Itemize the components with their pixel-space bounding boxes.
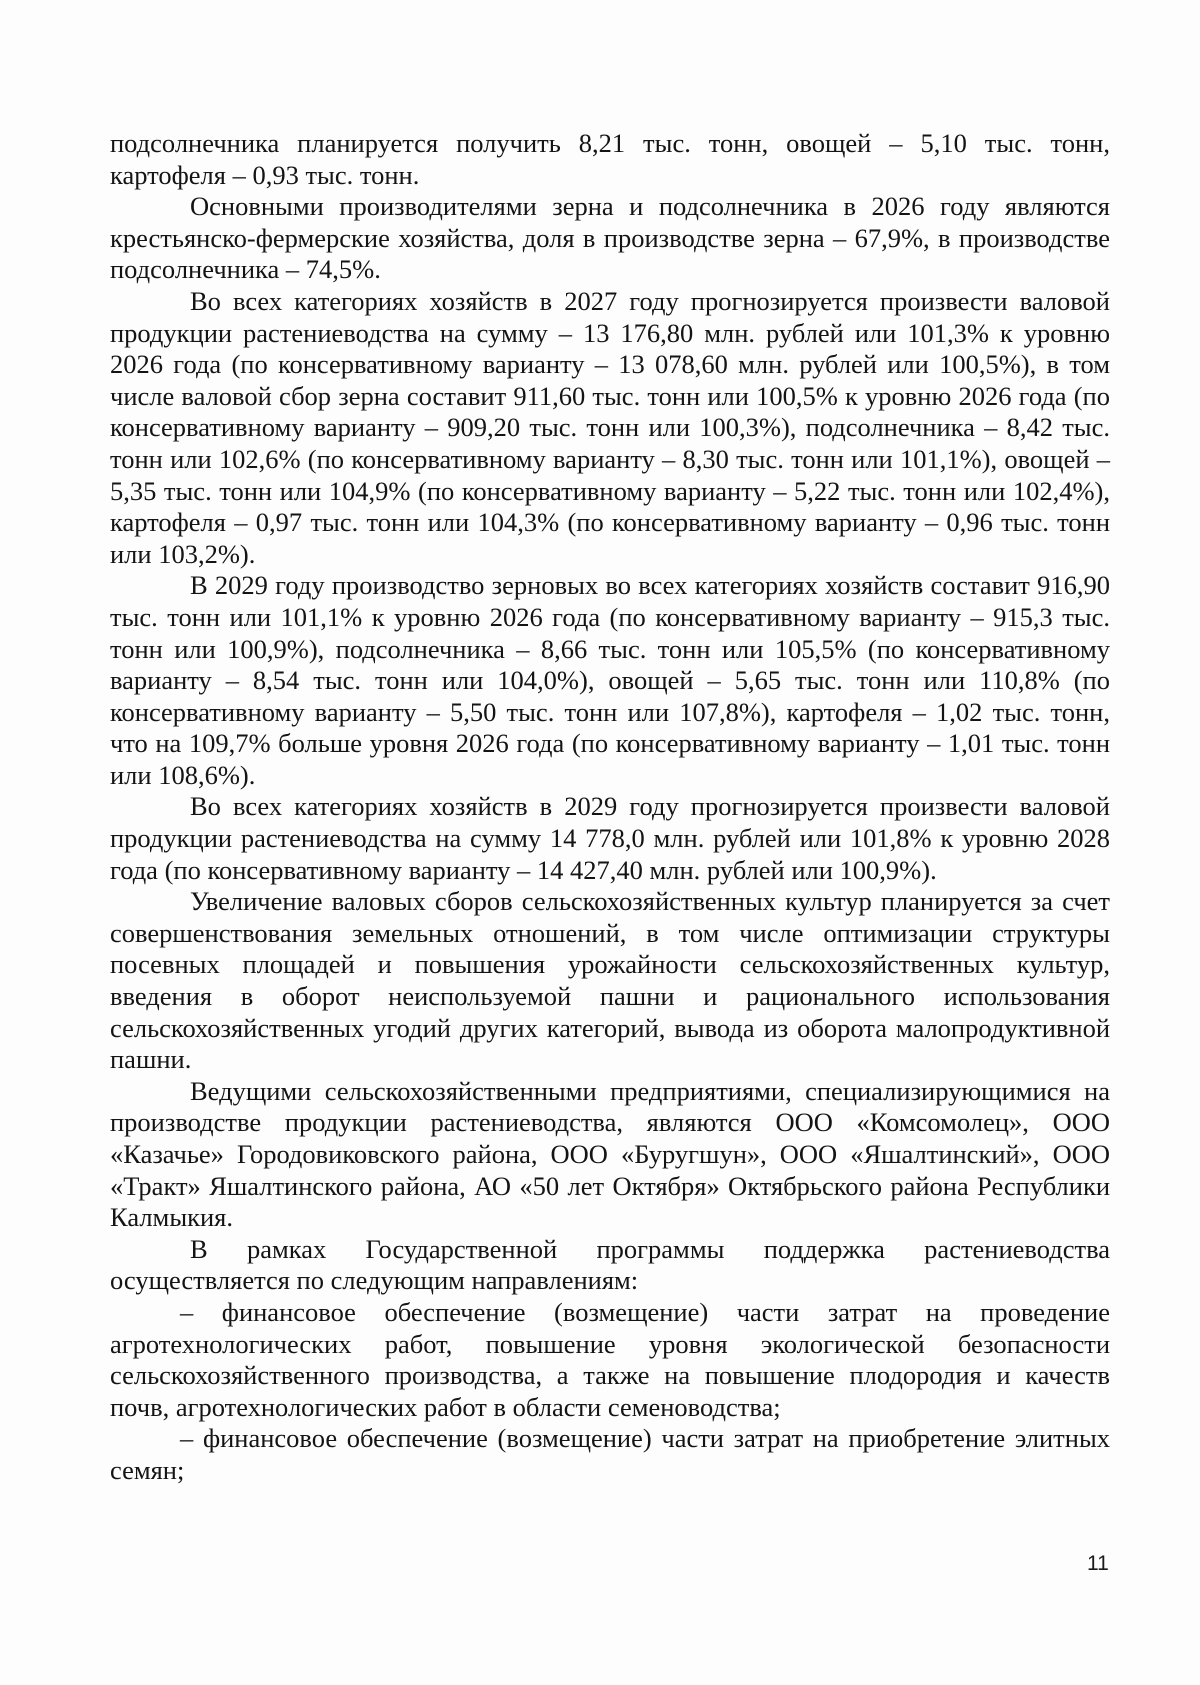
document-body — [110, 128, 1110, 1487]
paragraph-main-producers: Основными производителями зерна и подсолнечника в 2026 году являются крестьянско-фермерские хозяйства, доля в производстве зерна – 67,9%, в производстве подсолнечника – 74,5%. — [110, 191, 1110, 285]
list-item-elite-seeds: – финансовое обеспечение (возмещение) части затрат на приобретение элитных семян; — [110, 1423, 1110, 1485]
paragraph-state-program: В рамках Государственной программы поддержка растениеводства осуществляется по следующим направлениям: — [110, 1233, 1110, 1296]
paragraph-yield-increase: Увеличение валовых сборов сельскохозяйственных культур планируется за счет совершенствования земельных отношений, в том числе оптимизации структуры посевных площадей и повышения урожайности сельскохозяйственных культур, введения в оборот неиспользуемой пашни и рационального использования сельскохозяйственных угодий других категорий, вывода из оборота малопродуктивной пашни. — [110, 886, 1110, 1075]
page-number: 11 — [1087, 1552, 1109, 1575]
paragraph-forecast-2027: Во всех категориях хозяйств в 2027 году прогнозируется произвести валовой продукции растениеводства на сумму – 13 176,80 млн. рублей или 101,3% к уровню 2026 года (по консервативному варианту – 13 078,60 млн. рублей или 100,5%), в том числе валовой сбор зерна составит 911,60 тыс. тонн или 100,5% к уровню 2026 года (по консервативному варианту – 909,20 тыс. тонн или 100,3%), подсолнечника – 8,42 тыс. тонн или 102,6% (по консервативному варианту – 8,30 тыс. тонн или 101,1%), овощей – 5,35 тыс. тонн или 104,9% (по консервативному варианту – 5,22 тыс. тонн или 102,4%), картофеля – 0,97 тыс. тонн или 104,3% (по консервативному варианту – 0,96 тыс. тонн или 103,2%). — [110, 285, 1110, 569]
paragraph-production-2029: В 2029 году производство зерновых во всех категориях хозяйств составит 916,90 тыс. тонн или 101,1% к уровню 2026 года (по консервативному варианту – 915,3 тыс. тонн или 100,9%), подсолнечника – 8,66 тыс. тонн или 105,5% (по консервативному варианту – 8,54 тыс. тонн или 104,0%), овощей – 5,65 тыс. тонн или 110,8% (по консервативному варианту – 5,50 тыс. тонн или 107,8%), картофеля – 1,02 тыс. тонн, что на 109,7% больше уровня 2026 года (по консервативному варианту – 1,01 тыс. тонн или 108,6%). — [110, 570, 1110, 790]
list-item-agrotech-works: – финансовое обеспечение (возмещение) части затрат на проведение агротехнологических работ, повышение уровня экологической безопасности сельскохозяйственного производства, а также на повышение плодородия и качеств почв, агротехнологических работ в области семеноводства; — [110, 1296, 1110, 1422]
paragraph-continuation: подсолнечника планируется получить 8,21 тыс. тонн, овощей – 5,10 тыс. тонн, картофеля – 0,93 тыс. тонн. — [110, 128, 1110, 190]
paragraph-gross-output-2029: Во всех категориях хозяйств в 2029 году прогнозируется произвести валовой продукции растениеводства на сумму 14 778,0 млн. рублей или 101,8% к уровню 2028 года (по консервативному варианту – 14 427,40 млн. рублей или 100,9%). — [110, 791, 1110, 885]
paragraph-leading-enterprises: Ведущими сельскохозяйственными предприятиями, специализирующимися на производстве продукции растениеводства, являются ООО «Комсомолец», ООО «Казачье» Городовиковского района, ООО «Буругшун», ООО «Яшалтинский», ООО «Тракт» Яшалтинского района, АО «50 лет Октября» Октябрьского района Республики Калмыкия. — [110, 1075, 1110, 1233]
